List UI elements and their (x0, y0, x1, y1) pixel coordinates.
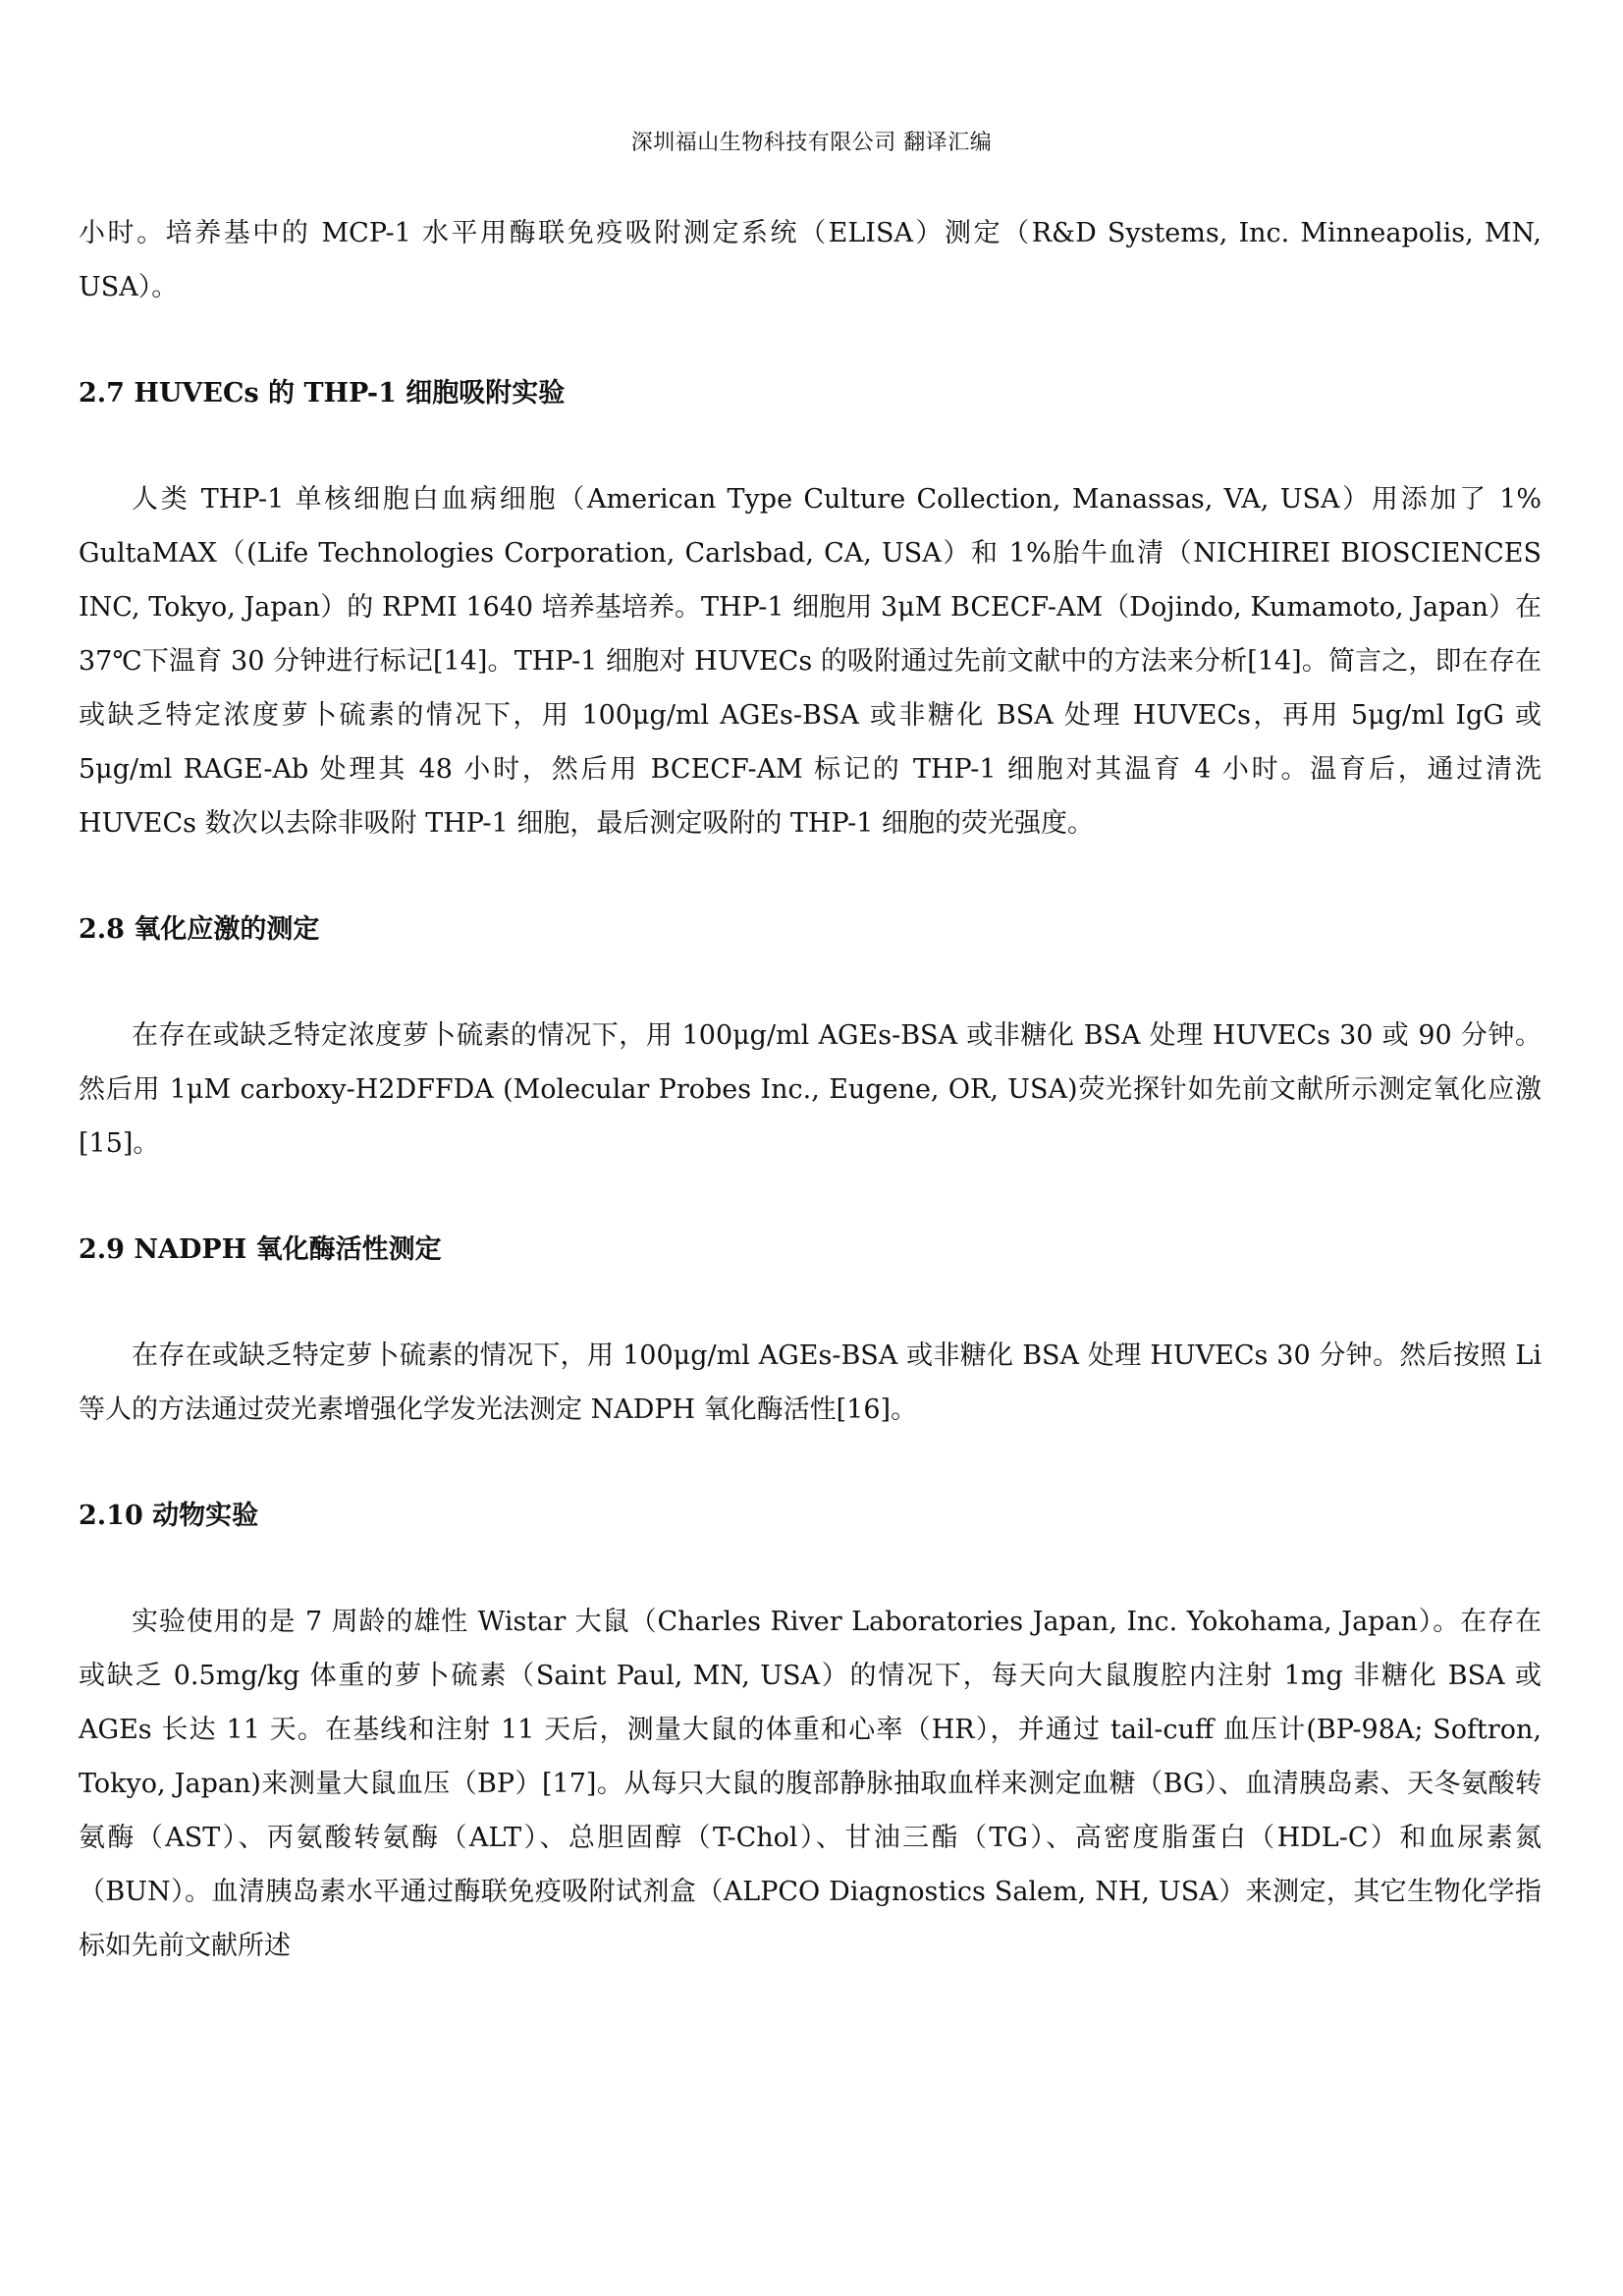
paragraph-nadph-oxidase: 在存在或缺乏特定萝卜硫素的情况下，用 100μg/ml AGEs-BSA 或非糖化 BSA 处理 HUVECs 30 分钟。然后按照 Li 等人的方法通过荧光素增强化学发光法测定 NADPH 氧化酶活性[16]。 (79, 1340, 1542, 1425)
section-heading-2-9: 2.9 NADPH 氧化酶活性测定 (79, 1234, 442, 1265)
paragraph-thp1-adhesion: 人类 THP-1 单核细胞白血病细胞（American Type Culture Collection, Manassas, VA, USA）用添加了 1% GultaMAX（(Life Technologies Corporation, Carlsbad, CA, USA）和 1%胎牛血清（NICHIREI BIOSCIENCES INC, Tokyo, Japan）的 RPMI 1640 培养基培养。THP-1 细胞用 3μM BCECF-AM（Dojindo, Kumamoto, Japan）在 37℃下温育 30 分钟进行标记[14]。THP-1 细胞对 HUVECs 的吸附通过先前文献中的方法来分析[14]。简言之，即在存在或缺乏特定浓度萝卜硫素的情况下，用 100μg/ml AGEs-BSA 或非糖化 BSA 处理 HUVECs，再用 5μg/ml IgG 或 5μg/ml RAGE-Ab 处理其 48 小时，然后用 BCECF-AM 标记的 THP-1 细胞对其温育 4 小时。温育后，通过清洗 HUVECs 数次以去除非吸附 THP-1 细胞，最后测定吸附的 THP-1 细胞的荧光强度。 (79, 484, 1542, 839)
section-heading-2-7: 2.7 HUVECs 的 THP-1 细胞吸附实验 (79, 378, 566, 409)
paragraph-oxidative-stress: 在存在或缺乏特定浓度萝卜硫素的情况下，用 100μg/ml AGEs-BSA 或非糖化 BSA 处理 HUVECs 30 或 90 分钟。然后用 1μM carboxy-H2DFFDA (Molecular Probes Inc., Eugene, OR, USA)荧光探针如先前文献所示测定氧化应激[15]。 (79, 1020, 1542, 1159)
page-header: 深圳福山生物科技有限公司 翻译汇编 (630, 131, 993, 155)
section-heading-2-8: 2.8 氧化应激的测定 (79, 914, 320, 945)
section-heading-2-10: 2.10 动物实验 (79, 1501, 259, 1531)
document-body (79, 206, 1542, 1973)
paragraph-animal-experiment: 实验使用的是 7 周龄的雄性 Wistar 大鼠（Charles River Laboratories Japan, Inc. Yokohama, Japan）。在存在或缺乏 0.5mg/kg 体重的萝卜硫素（Saint Paul, MN, USA）的情况下，每天向大鼠腹腔内注射 1mg 非糖化 BSA 或 AGEs 长达 11 天。在基线和注射 11 天后，测量大鼠的体重和心率（HR），并通过 tail-cuff 血压计(BP-98A; Softron, Tokyo, Japan)来测量大鼠血压（BP）[17]。从每只大鼠的腹部静脉抽取血样来测定血糖（BG）、血清胰岛素、天冬氨酸转氨酶（AST）、丙氨酸转氨酶（ALT）、总胆固醇（T-Chol）、甘油三酯（TG）、高密度脂蛋白（HDL-C）和血尿素氮（BUN）。血清胰岛素水平通过酶联免疫吸附试剂盒（ALPCO Diagnostics Salem, NH, USA）来测定，其它生物化学指标如先前文献所述 (79, 1607, 1542, 1961)
paragraph-continuation: 小时。培养基中的 MCP-1 水平用酶联免疫吸附测定系统（ELISA）测定（R&D Systems, Inc. Minneapolis, MN, USA）。 (79, 218, 1542, 302)
